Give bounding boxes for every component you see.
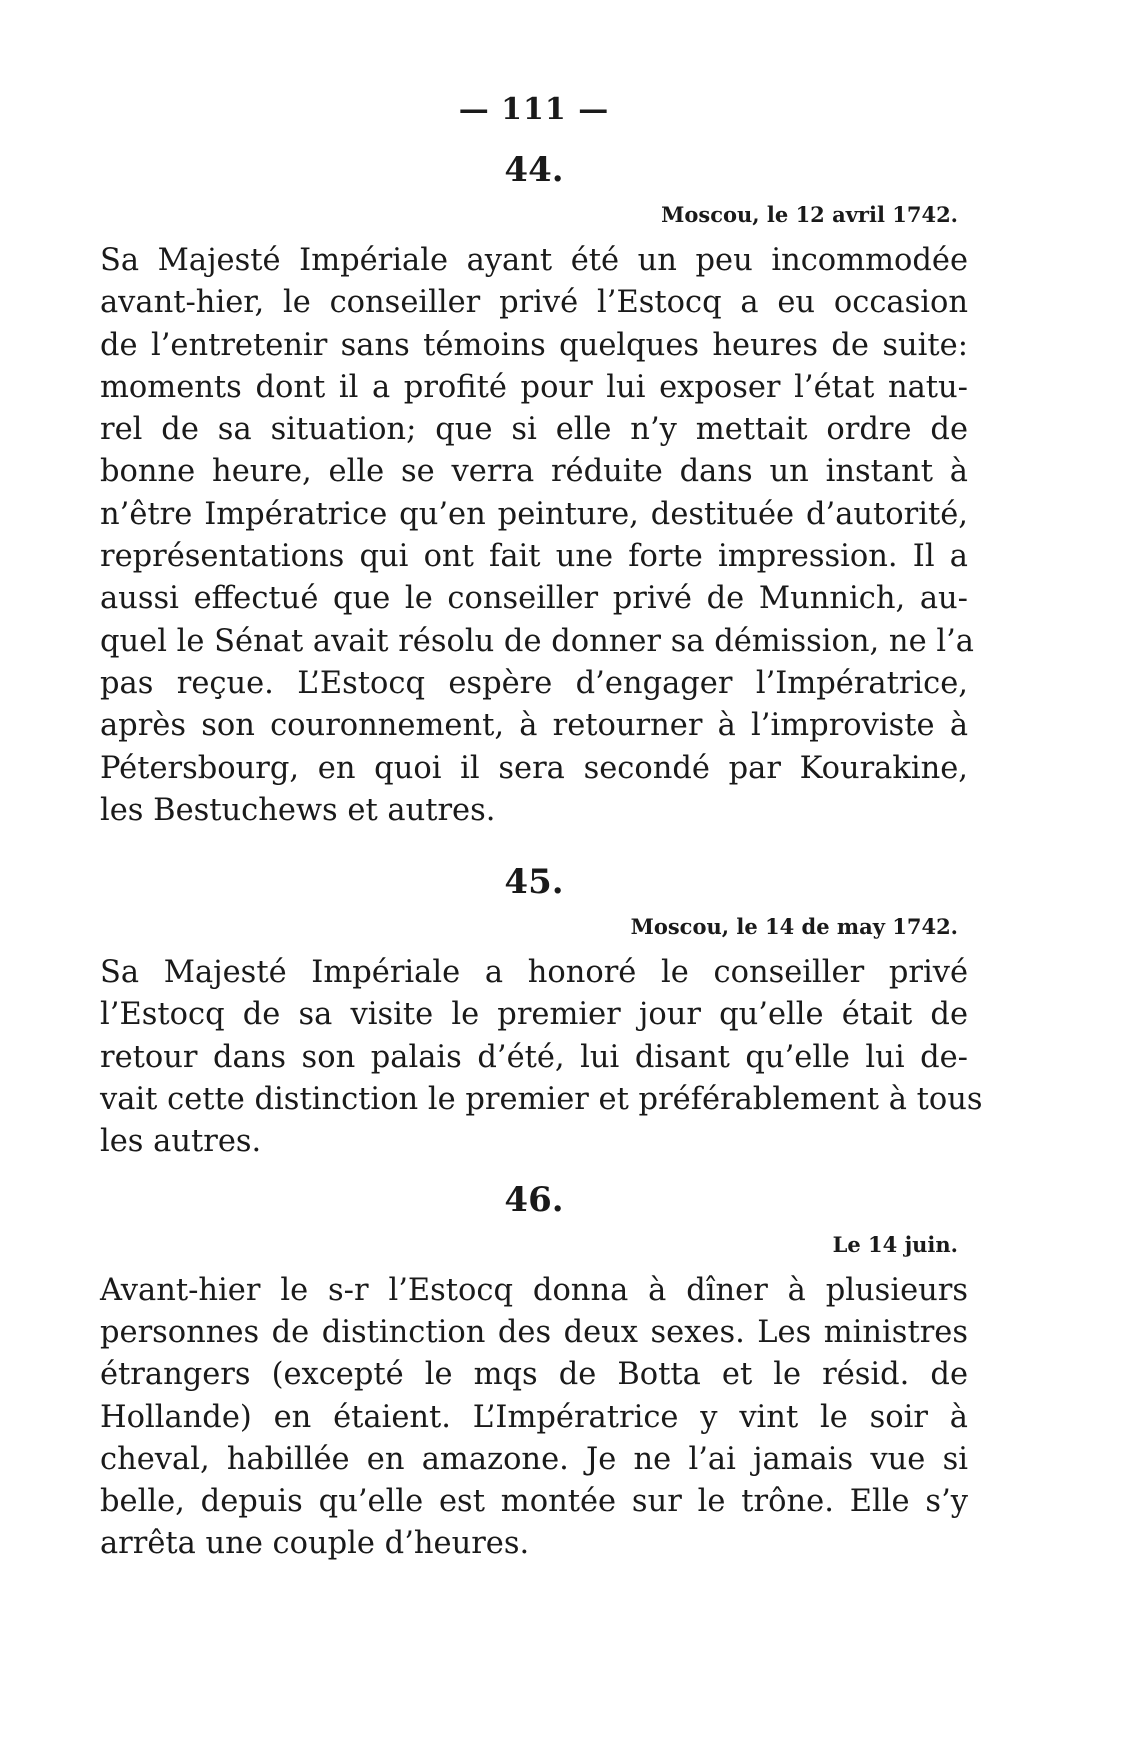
- letter-dateline: Le 14 juin.: [832, 1231, 958, 1257]
- body-line: pas reçue. L’Estocq espère d’engager l’Impératrice,: [100, 665, 968, 701]
- body-line: Hollande) en étaient. L’Impératrice y vint le soir à: [100, 1399, 968, 1435]
- body-line: retour dans son palais d’été, lui disant qu’elle lui de-: [100, 1039, 968, 1075]
- letter-body: [100, 952, 983, 1163]
- body-line: Sa Majesté Impériale a honoré le conseiller privé: [100, 955, 968, 991]
- body-line: belle, depuis qu’elle est montée sur le trône. Elle s’y: [100, 1484, 968, 1520]
- page-number: — 111 —: [458, 92, 610, 127]
- letter-dateline: Moscou, le 12 avril 1742.: [661, 202, 958, 227]
- body-line: vait cette distinction le premier et préférablement à tous: [100, 1082, 983, 1118]
- body-line: Sa Majesté Impériale ayant été un peu incommodée: [100, 243, 968, 278]
- body-line: l’Estocq de sa visite le premier jour qu’elle était de: [100, 997, 968, 1033]
- letter-body: [100, 240, 974, 832]
- body-line: aussi effectué que le conseiller privé de Munnich, au-: [100, 581, 968, 617]
- body-line: cheval, habillée en amazone. Je ne l’ai jamais vue si: [100, 1441, 968, 1477]
- body-line: étrangers (excepté le mqs de Botta et le résid. de: [100, 1357, 968, 1393]
- body-line: Avant-hier le s-r l’Estocq donna à dîner à plusieurs: [100, 1272, 968, 1308]
- letter-number: 45.: [504, 862, 564, 903]
- body-line: quel le Sénat avait résolu de donner sa démission, ne l’a: [100, 623, 974, 659]
- body-line: bonne heure, elle se verra réduite dans un instant à: [100, 454, 968, 490]
- body-line: après son couronnement, à retourner à l’improviste à: [100, 708, 968, 744]
- body-line: Pétersbourg, en quoi il sera secondé par Kourakine,: [100, 750, 968, 786]
- body-line: arrêta une couple d’heures.: [100, 1526, 530, 1562]
- body-line: rel de sa situation; que si elle n’y mettait ordre de: [100, 412, 968, 448]
- letter-dateline: Moscou, le 14 de may 1742.: [630, 914, 958, 940]
- body-line: représentations qui ont fait une forte impression. Il a: [100, 539, 968, 575]
- body-line: de l’entretenir sans témoins quelques heures de suite:: [100, 327, 968, 363]
- book-page: [100, 92, 983, 1566]
- letter-number: 44.: [504, 150, 564, 190]
- letter-45: [100, 860, 983, 1163]
- body-line: avant-hier, le conseiller privé l’Estocq a eu occasion: [100, 285, 968, 321]
- letter-number: 46.: [504, 1179, 564, 1220]
- body-line: personnes de distinction des deux sexes. Les ministres: [100, 1314, 968, 1350]
- body-line: les autres.: [100, 1124, 262, 1160]
- body-line: moments dont il a profité pour lui exposer l’état natu-: [100, 369, 968, 405]
- body-line: les Bestuchews et autres.: [100, 792, 496, 828]
- body-line: n’être Impératrice qu’en peinture, destituée d’autorité,: [100, 496, 968, 532]
- letter-46: [100, 1178, 968, 1566]
- letter-44: [100, 148, 974, 832]
- letter-body: [100, 1270, 968, 1566]
